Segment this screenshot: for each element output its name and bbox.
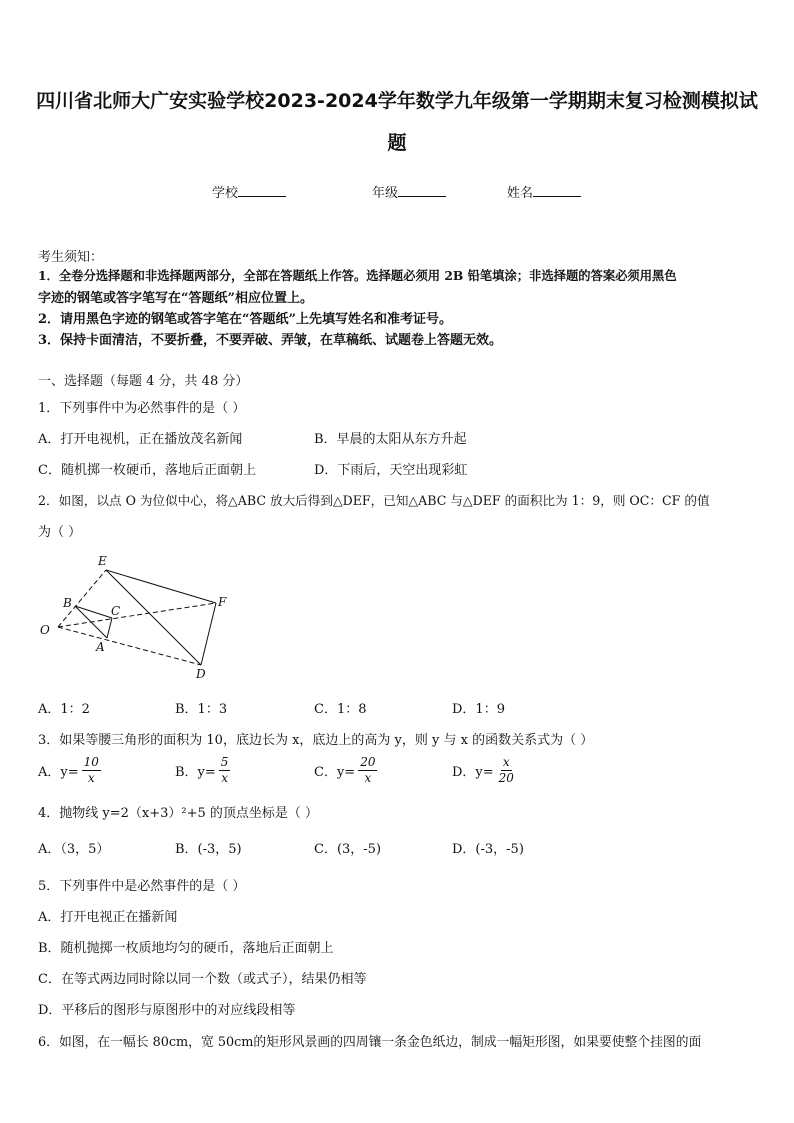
q3-option-d-fraction <box>497 755 516 786</box>
q3-d-numerator: x <box>502 755 510 769</box>
q1-option-a[interactable]: A．打开电视机，正在播放茂名新闻 <box>38 432 243 447</box>
q3-option-a-prefix: A．y= <box>38 765 79 780</box>
q3-option-b-prefix: B．y= <box>175 765 216 780</box>
label-a: A <box>96 640 105 654</box>
q2-figure <box>34 548 240 684</box>
q3-option-c-prefix: C．y= <box>314 765 356 780</box>
name-field[interactable] <box>507 182 581 201</box>
q2-option-c[interactable]: C．1：8 <box>314 702 367 717</box>
ray-of <box>58 603 216 627</box>
q4-stem: 4．抛物线 y=2（x+3）²+5 的顶点坐标是（ ） <box>38 806 319 821</box>
q3-d-denominator: 20 <box>498 771 514 785</box>
q4-option-c[interactable]: C．(3，-5) <box>314 842 382 857</box>
q3-b-numerator: 5 <box>220 755 229 769</box>
q4-option-b[interactable]: B．(-3，5) <box>175 842 242 857</box>
q1-option-b[interactable]: B．早晨的太阳从东方升起 <box>314 432 467 447</box>
q3-option-d-prefix: D．y= <box>452 765 494 780</box>
q1-option-d[interactable]: D．下雨后，天空出现彩虹 <box>314 463 468 478</box>
q5-option-d[interactable]: D．平移后的图形与原图形中的对应线段相等 <box>38 1003 296 1018</box>
label-b: B <box>63 596 72 610</box>
label-c: C <box>111 604 121 618</box>
q3-c-denominator: x <box>364 771 372 785</box>
q5-option-c[interactable]: C．在等式两边同时除以同一个数（或式子），结果仍相等 <box>38 972 367 987</box>
notice-heading: 考生须知： <box>38 250 104 265</box>
school-field[interactable] <box>212 182 286 201</box>
q3-option-b-fraction <box>219 755 231 786</box>
notice-item-3: 3．保持卡面清洁，不要折叠，不要弄破、弄皱，在草稿纸、试题卷上答题无效。 <box>38 333 503 348</box>
q3-a-numerator: 10 <box>83 755 99 769</box>
q3-a-denominator: x <box>87 771 95 785</box>
school-label: 学校 <box>212 186 239 201</box>
q5-option-b[interactable]: B．随机抛掷一枚质地均匀的硬币，落地后正面朝上 <box>38 941 334 956</box>
q5-option-a[interactable]: A．打开电视正在播新闻 <box>38 910 178 925</box>
q3-option-c[interactable] <box>314 755 377 786</box>
q4-option-d[interactable]: D．(-3，-5) <box>452 842 524 857</box>
q3-option-a-fraction <box>82 755 101 786</box>
q3-option-d[interactable] <box>452 755 516 786</box>
q2-option-a[interactable]: A．1：2 <box>38 702 90 717</box>
name-label: 姓名 <box>507 186 534 201</box>
label-e: E <box>98 554 107 568</box>
name-blank[interactable] <box>533 184 581 197</box>
segment-fd <box>201 603 216 665</box>
q2-option-d[interactable]: D．1：9 <box>452 702 505 717</box>
q3-stem: 3．如果等腰三角形的面积为 10，底边长为 x，底边上的高为 y，则 y 与 x 的函数关系式为（ ） <box>38 733 594 748</box>
q2-option-b[interactable]: B．1：3 <box>175 702 228 717</box>
notice-item-1: 1．全卷分选择题和非选择题两部分，全部在答题纸上作答。选择题必须用 2B 铅笔填涂；非选择题的答案必须用黑色 <box>38 268 677 283</box>
label-o: O <box>40 623 50 637</box>
label-d: D <box>196 667 206 681</box>
segment-ca <box>107 618 112 638</box>
q3-b-denominator: x <box>221 771 228 785</box>
q3-option-a[interactable] <box>38 755 101 786</box>
section-heading: 一、选择题（每题 4 分，共 48 分） <box>38 374 249 389</box>
q2-stem: 2．如图，以点 O 为位似中心，将△ABC 放大后得到△DEF，已知△ABC 与△DEF 的面积比为 1：9，则 OC：CF 的值 <box>38 493 710 508</box>
q1-stem: 1．下列事件中为必然事件的是（ ） <box>38 401 246 416</box>
label-f: F <box>218 595 227 609</box>
page-title-continued: 题 <box>387 132 407 154</box>
school-blank[interactable] <box>238 184 286 197</box>
q1-option-c[interactable]: C．随机掷一枚硬币，落地后正面朝上 <box>38 463 256 478</box>
grade-field[interactable] <box>372 182 446 201</box>
q5-stem: 5．下列事件中是必然事件的是（ ） <box>38 879 246 894</box>
page-title: 四川省北师大广安实验学校2023-2024学年数学九年级第一学期期末复习检测模拟试 <box>36 90 758 112</box>
q4-option-a[interactable]: A．（3，5） <box>38 842 110 857</box>
notice-item-1-continued: 字迹的钢笔或答字笔写在“答题纸”相应位置上。 <box>38 291 313 306</box>
q2-stem-continued: 为（ ） <box>38 525 82 540</box>
q3-c-numerator: 20 <box>360 755 376 769</box>
q3-option-b[interactable] <box>175 755 230 786</box>
q6-stem: 6．如图，在一幅长 80cm，宽 50cm的矩形风景画的四周镶一条金色纸边，制成一幅矩形图，如果要使整个挂图的面 <box>38 1035 702 1050</box>
ray-od <box>58 627 201 665</box>
grade-blank[interactable] <box>398 184 446 197</box>
q3-option-c-fraction <box>358 755 377 786</box>
notice-item-2: 2．请用黑色字迹的钢笔或答字笔在“答题纸”上先填写姓名和准考证号。 <box>38 312 453 327</box>
grade-label: 年级 <box>372 186 399 201</box>
